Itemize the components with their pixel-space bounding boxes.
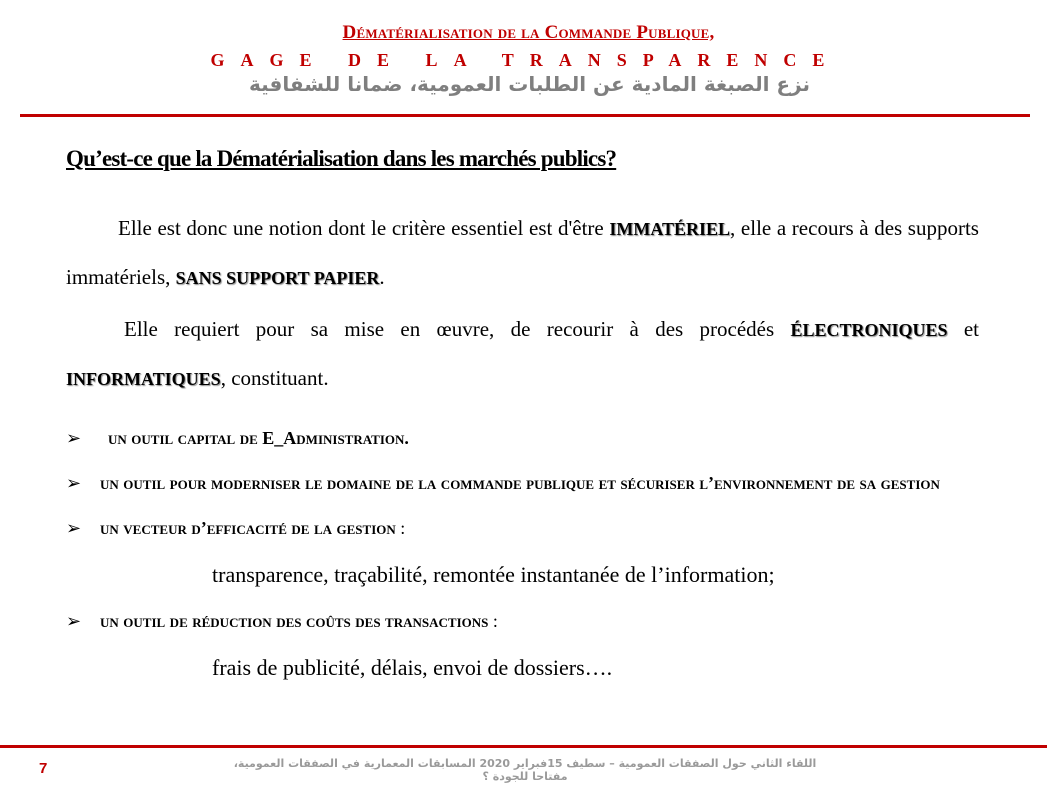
title-french [5, 22, 1047, 44]
keyword-electroniques: ÉLECTRONIQUES [790, 320, 948, 340]
footer-text: اللقاء الثاني حول الصفقات العمومية – سطيف 15فبراير 2020 المسابقات المعمارية في الصفقات العمومية، مفتاحا للجودة ؟ [233, 757, 817, 783]
subtitle-french: GAGE DE LA TRANSPARENCE [210, 50, 841, 70]
title-french-text: Dématérialisation de la Commande Publique, [342, 22, 715, 43]
section-heading: Qu’est-ce que la Dématérialisation dans les marchés publics? [66, 146, 617, 171]
bullet-text: un outil capital de E_Administration. [108, 428, 409, 448]
list-item [66, 599, 979, 692]
bullet-colon: : [488, 611, 498, 631]
list-item [66, 416, 979, 461]
footer-divider [0, 745, 1047, 748]
list-item [66, 506, 979, 599]
header-divider [20, 114, 1030, 117]
p2-text-1: Elle requiert pour sa mise en œuvre, de recourir à des procédés [124, 317, 791, 341]
list-item [66, 461, 979, 506]
paragraph-2 [66, 305, 979, 403]
page-number: 7 [39, 760, 48, 777]
keyword-immateriel: IMMATÉRIEL [609, 219, 731, 239]
keyword-sans-support-papier: SANS SUPPORT PAPIER [175, 268, 380, 288]
p1-text-3: . [379, 265, 385, 289]
p2-text-3: , constituant. [220, 366, 329, 390]
arrow-bullet-icon: ➢ [66, 428, 82, 448]
keyword-informatiques: INFORMATIQUES [66, 369, 221, 389]
p1-text-1: Elle est donc une notion dont le critère essentiel est d'être [118, 216, 610, 240]
title-arabic: نزع الصبغة المادية عن الطلبات العمومية، ضمانا للشفافية [248, 72, 811, 96]
p2-text-2: et [947, 317, 979, 341]
paragraph-1 [66, 204, 979, 302]
bullet-detail: frais de publicité, délais, envoi de dossiers…. [212, 655, 613, 680]
bullet-text: un vecteur d’efficacité de la gestion [100, 518, 396, 538]
bullet-list [66, 416, 979, 692]
slide-header [0, 22, 1047, 96]
p1-text-2: , elle a recours à des supports immatériels, [66, 216, 979, 289]
bullet-detail: transparence, traçabilité, remontée instantanée de l’information; [212, 562, 775, 587]
bullet-text: un outil de réduction des coûts des transactions [100, 611, 489, 631]
bullet-text: un outil pour moderniser le domaine de la commande publique et sécuriser l’environnement de sa gestion [100, 473, 940, 493]
bullet-colon: : [395, 518, 406, 538]
arrow-bullet-icon: ➢ [66, 473, 82, 493]
arrow-bullet-icon: ➢ [66, 518, 82, 538]
arrow-bullet-icon: ➢ [66, 611, 82, 631]
